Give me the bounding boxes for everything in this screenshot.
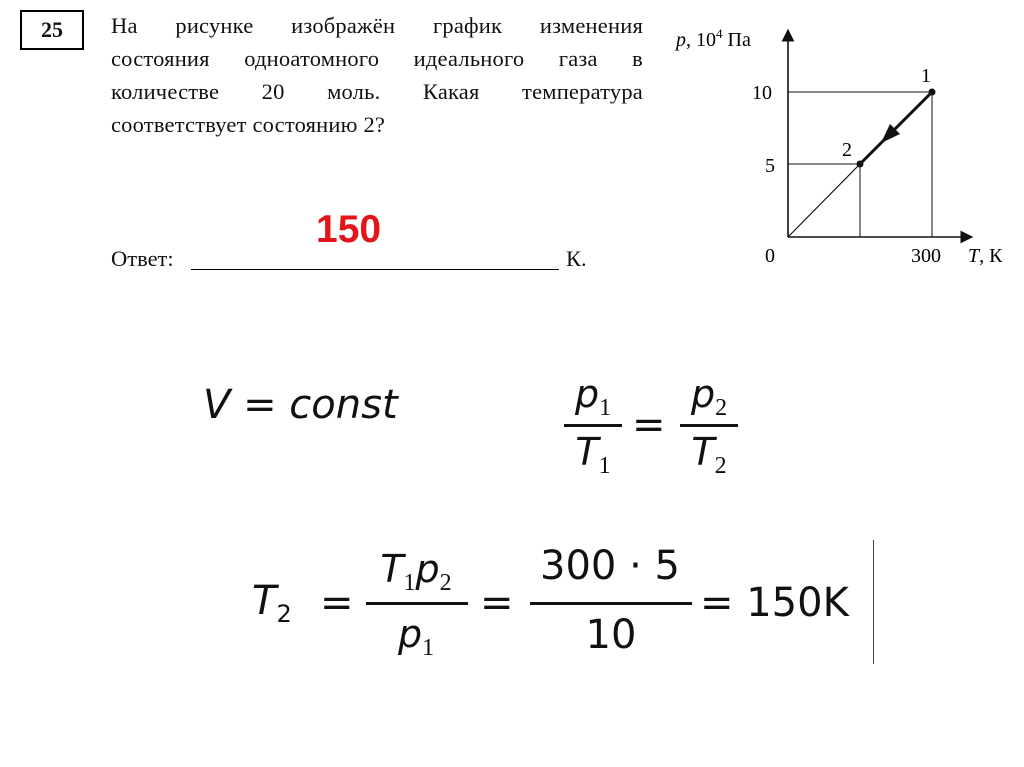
frac-t1: $T_1$	[575, 430, 611, 479]
frac-bar-t1p2	[366, 602, 468, 605]
p-t-graph	[0, 0, 1024, 300]
x-axis-label: T, К	[968, 245, 1003, 267]
frac-bar-values	[530, 602, 692, 605]
origin-line	[788, 164, 860, 237]
v-const-formula: V = const	[203, 382, 398, 428]
frac-bar-right	[680, 424, 738, 427]
cursor-rule	[873, 540, 874, 664]
num-value: 300 · 5	[540, 543, 680, 589]
frac-bar-left	[564, 424, 622, 427]
point-2	[857, 161, 864, 168]
den-value: 10	[585, 612, 637, 658]
result: = 150K	[700, 580, 849, 626]
x-tick-300: 300	[911, 245, 941, 267]
eq-sign-1: =	[320, 580, 354, 626]
y-tick-5: 5	[765, 155, 775, 177]
origin-label: 0	[765, 245, 775, 267]
point-2-label: 2	[842, 139, 852, 161]
point-1	[929, 89, 936, 96]
frac-t1p2: $T_1p_2$	[380, 547, 452, 596]
y-tick-10: 10	[752, 82, 772, 104]
frac-t2: $T_2$	[691, 430, 727, 479]
lhs-t2: $T_2$	[252, 578, 292, 628]
answer-label: Ответ:	[111, 246, 174, 271]
question-line-3: количестве 20 моль. Какая температура	[111, 79, 643, 104]
y-axis-label: p, $10^4$ Па	[676, 26, 751, 51]
eq-sign-ratio: =	[632, 402, 666, 448]
question-line-2: состояния одноатомного идеального газа в	[111, 46, 643, 71]
question-number: 25	[41, 17, 63, 42]
question-line-4: соответствует состоянию 2?	[111, 112, 386, 137]
frac-p2: $p_2$	[690, 372, 728, 421]
point-1-label: 1	[921, 65, 931, 87]
frac-den-p1: $p_1$	[397, 612, 435, 661]
answer-unit: К.	[566, 246, 587, 271]
process-line-1-2	[860, 92, 932, 164]
question-line-1: На рисунке изображён график изменения	[111, 13, 643, 38]
frac-p1: $p_1$	[574, 372, 612, 421]
answer-value: 150	[316, 208, 382, 251]
eq-sign-2: =	[480, 580, 514, 626]
